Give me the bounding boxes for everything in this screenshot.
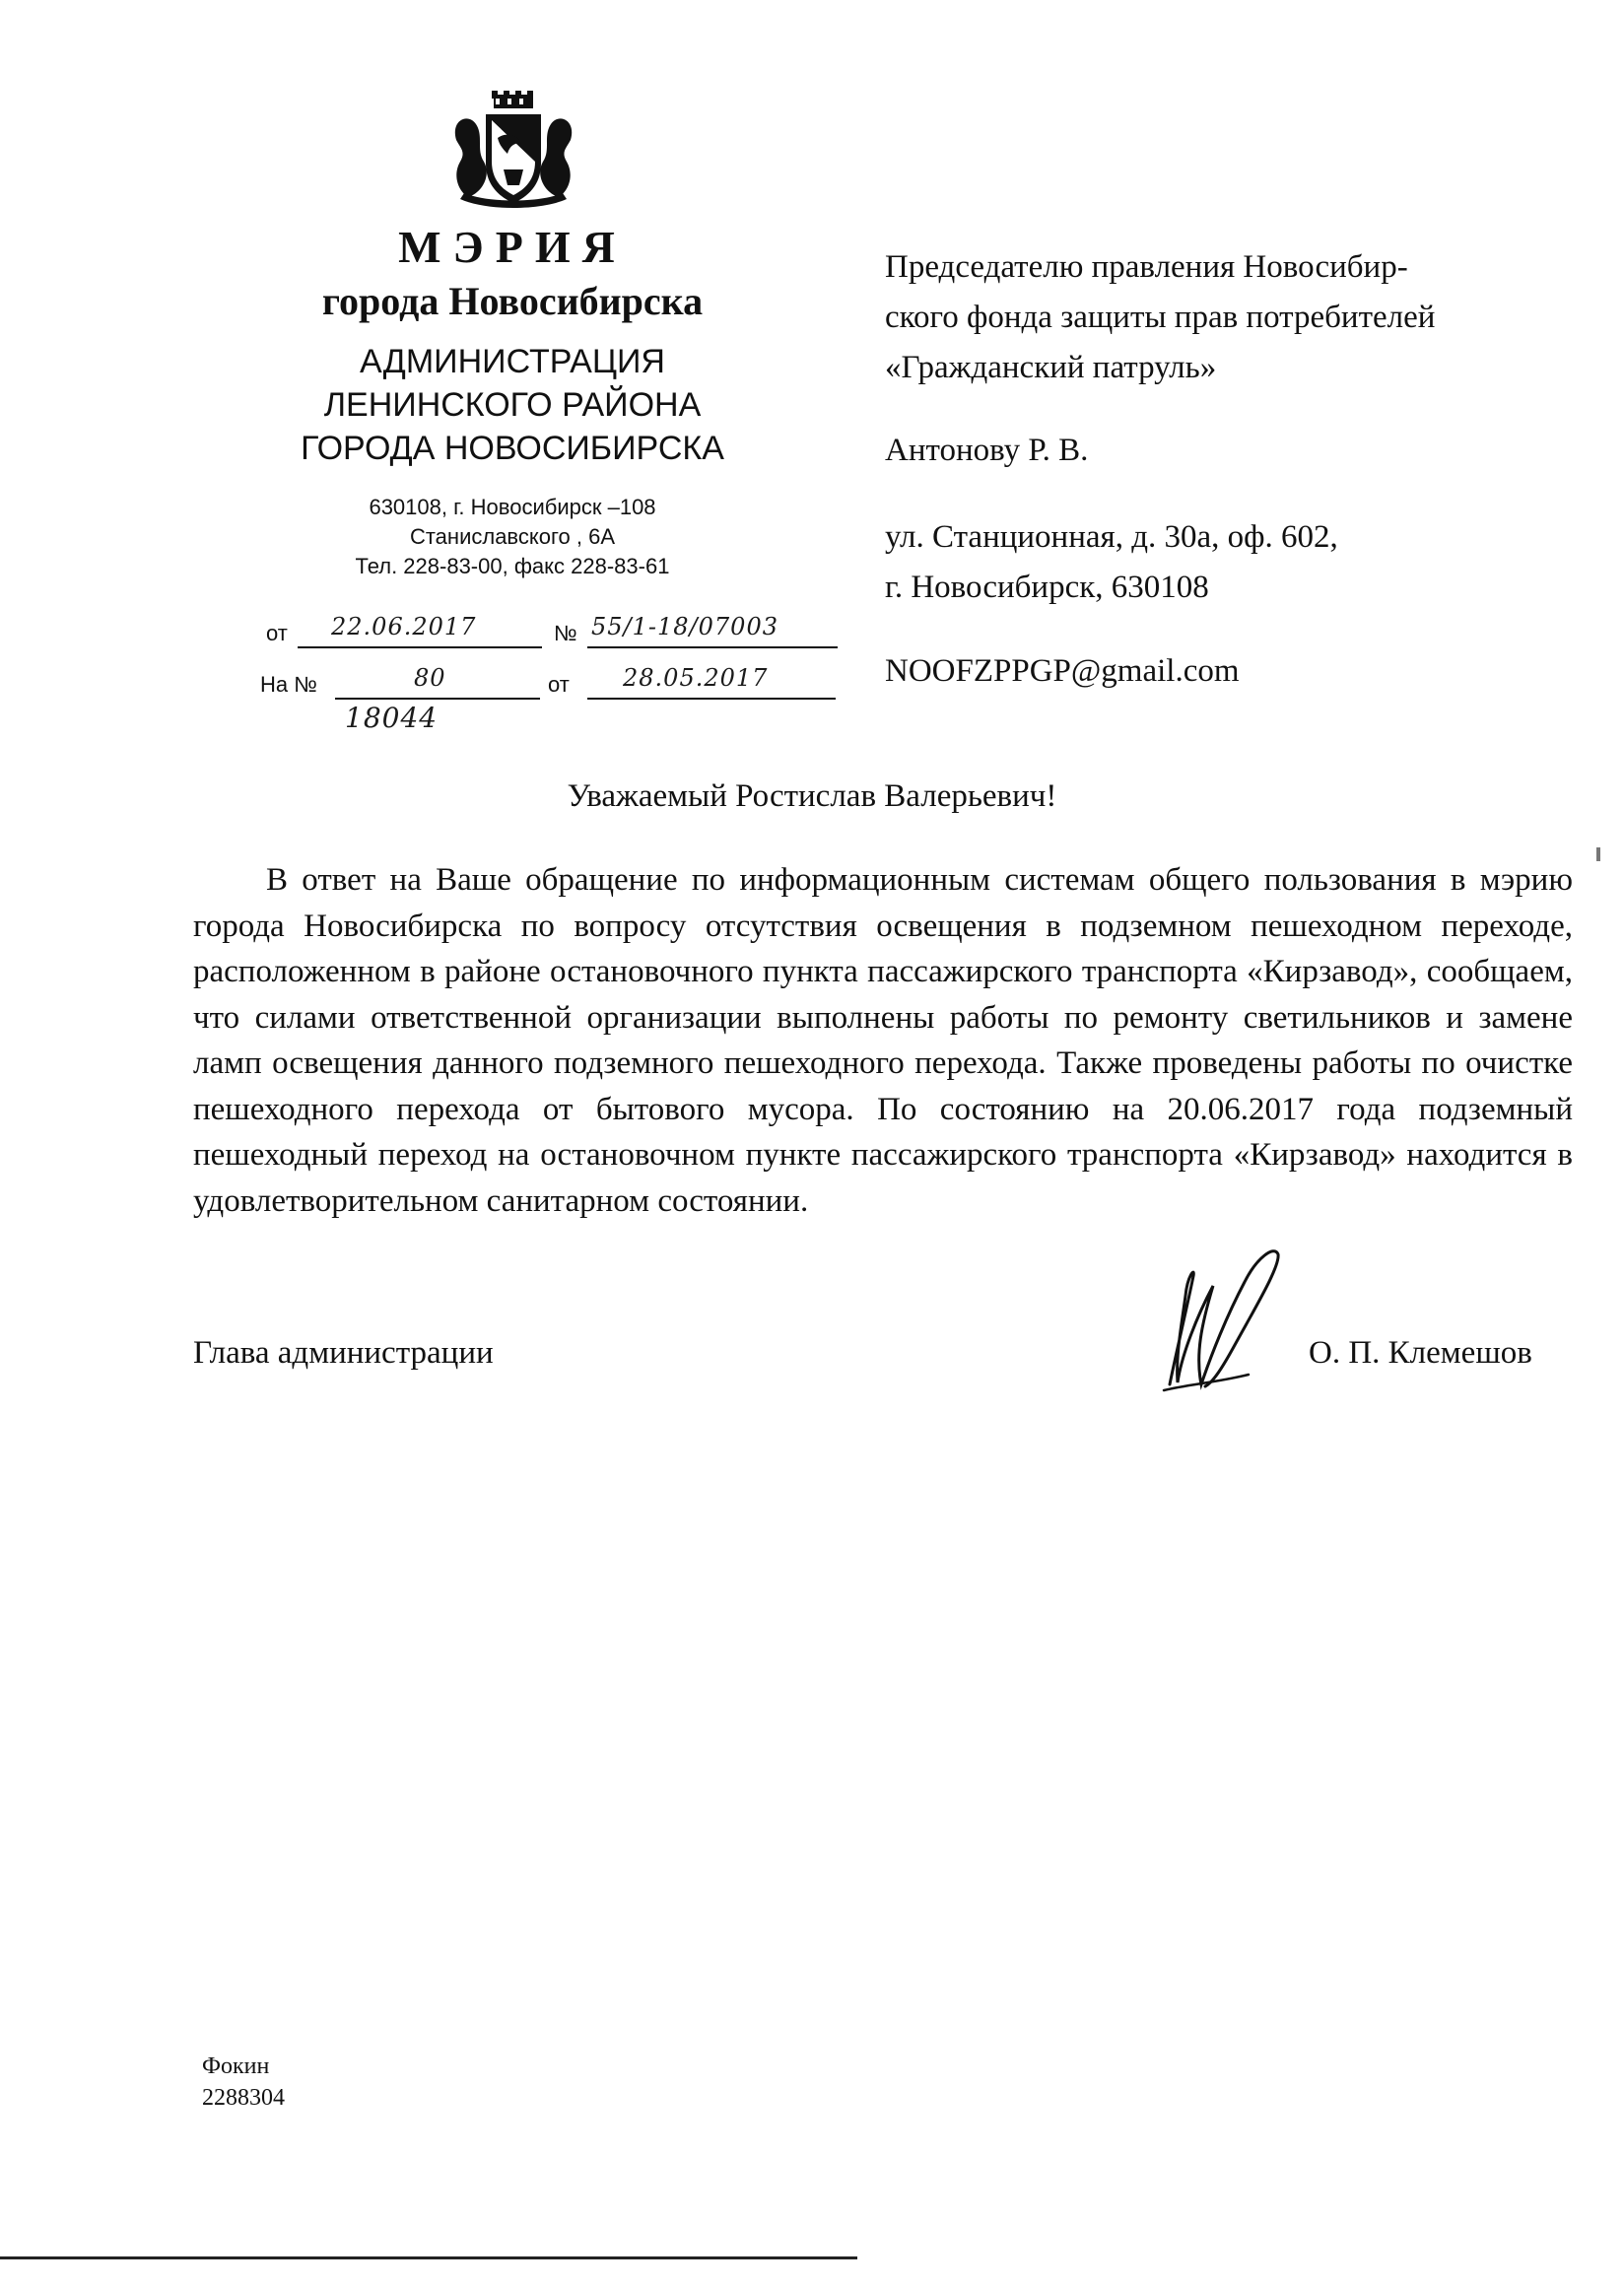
executor-phone: 2288304 — [202, 2085, 285, 2111]
extra-handwritten-number: 18044 — [345, 702, 439, 734]
from-date-value: 22.06.2017 — [331, 613, 477, 640]
admin-line-3: ГОРОДА НОВОСИБИРСКА — [301, 430, 724, 467]
outgoing-number-label: № — [554, 621, 577, 645]
letter-body: В ответ на Ваше обращение по информационным системам общего пользования в мэрию города Новосибирска по вопросу отсутствия освещения в подземном пешеходном переходе, расположенном в районе остановочного пункта пассажирского транспорта «Кирзавод», сообщаем, что силами ответственной организации выполнены работы по ремонту светильников и замене ламп освещения данного подземного пешеходного перехода. Также проведены работы по очистке пешеходного перехода от бытового мусора. По состоянию на 20.06.2017 года подземный пешеходный переход на остановочном пункте пассажирского транспорта «Кирзавод» находится в удовлетворительном санитарном состоянии. — [193, 862, 1573, 1219]
recipient-email: NOOFZPPGP@gmail.com — [885, 653, 1240, 689]
admin-line-2: ЛЕНИНСКОГО РАЙОНА — [323, 386, 702, 424]
letter-greeting: Уважаемый Ростислав Валерьевич! — [567, 778, 1057, 814]
reply-number-label: На № — [260, 672, 317, 697]
scan-bottom-edge-line — [0, 2256, 857, 2259]
from-date-field — [298, 613, 542, 648]
executor-name: Фокин — [202, 2053, 270, 2079]
reply-number-value: 80 — [414, 664, 446, 692]
sender-address-line-2: Станиславского , 6А — [409, 524, 616, 549]
recipient-address-line-2: г. Новосибирск, 630108 — [885, 570, 1209, 605]
coat-of-arms-emblem — [446, 91, 580, 211]
from-date-label: от — [266, 621, 288, 645]
mayor-office-title: МЭРИЯ — [398, 222, 627, 272]
handwritten-signature — [1158, 1237, 1306, 1404]
recipient-line-1: Председателю правления Новосибир- — [885, 249, 1408, 285]
reply-date-field — [587, 664, 836, 700]
reply-date-value: 28.05.2017 — [623, 664, 769, 692]
recipient-line-3: «Гражданский патруль» — [885, 350, 1217, 385]
city-title: города Новосибирска — [321, 279, 704, 323]
scan-artifact-mark — [1596, 847, 1600, 861]
recipient-address-line-1: ул. Станционная, д. 30а, оф. 602, — [885, 519, 1338, 555]
sender-phone-fax: Тел. 228-83-00, факс 228-83-61 — [355, 554, 670, 578]
sender-address-line-1: 630108, г. Новосибирск –108 — [369, 495, 656, 519]
admin-line-1: АДМИНИСТРАЦИЯ — [359, 343, 665, 380]
recipient-line-2: ского фонда защиты прав потребителей — [885, 300, 1436, 335]
reply-number-field — [335, 664, 540, 700]
recipient-name: Антонову Р. В. — [885, 433, 1089, 468]
outgoing-number-value: 55/1-18/07003 — [591, 613, 778, 640]
signer-name: О. П. Клемешов — [1309, 1335, 1532, 1371]
signer-position: Глава администрации — [193, 1335, 494, 1371]
outgoing-number-field — [587, 613, 838, 648]
reply-date-label: от — [548, 672, 570, 697]
